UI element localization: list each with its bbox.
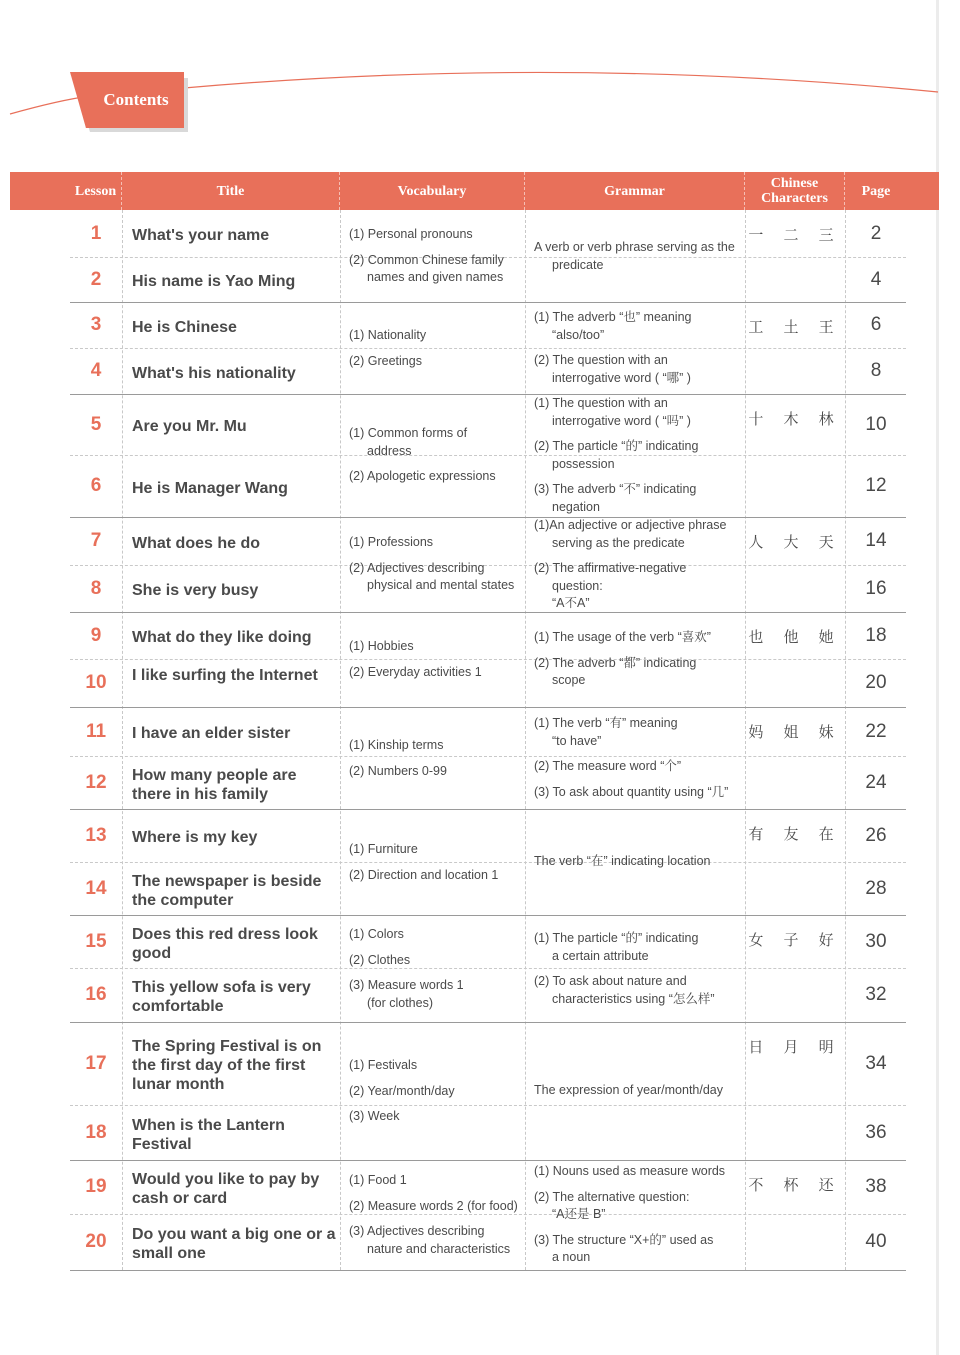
grammar-item: (2) The measure word “个” [534,759,682,773]
lesson-number: 12 [85,772,107,793]
column-divider [340,210,341,1270]
grammar-list [534,395,740,524]
chinese-characters: 日 月 明 [748,1039,842,1056]
chinese-characters: 有 友 在 [748,826,842,843]
vocabulary-list [349,226,519,295]
grammar-item: The expression of year/month/day [534,1083,723,1097]
lesson-title: What do they like doing [132,629,312,646]
lesson-title: What's your name [132,227,270,244]
grammar-list [534,239,740,282]
vocabulary-list [349,638,519,689]
lesson-title: Would you like to pay by cash or card [132,1171,320,1207]
header-lesson: Lesson [70,172,122,210]
lesson-number: 9 [90,625,102,646]
vocabulary-item: (1) Food 1 [349,1173,407,1187]
lesson-title: He is Manager Wang [132,480,288,497]
vocabulary-item: (3) Measure words 1 (for clothes) [349,978,464,1010]
lesson-title: She is very busy [132,582,259,599]
grammar-item: (1) Nouns used as measure words [534,1164,726,1178]
lesson-number: 20 [85,1231,107,1252]
grammar-item: A verb or verb phrase serving as the predicate [534,240,735,272]
page-number: 16 [865,578,887,599]
page-number: 8 [870,360,882,381]
page-number: 6 [870,314,882,335]
grammar-list [534,853,740,879]
header-grammar: Grammar [525,172,745,210]
header-title: Title [122,172,340,210]
vocabulary-list [349,737,519,788]
unit-divider [70,1270,906,1271]
vocabulary-item: (1) Colors [349,927,404,941]
vocabulary-item: (1) Hobbies [349,639,414,653]
lesson-number: 6 [90,475,102,496]
header-chinese-characters: Chinese Characters [745,172,845,210]
lesson-title: Where is my key [132,829,258,846]
lesson-number: 15 [85,931,107,952]
grammar-list [534,715,740,809]
page-number: 2 [870,223,882,244]
lesson-title: What does he do [132,535,260,552]
lesson-title: How many people are there in his family [132,767,297,803]
unit-divider [70,517,906,518]
grammar-item: (3) The adverb “不” indicating negation [534,482,697,514]
vocabulary-item: (2) Apologetic expressions [349,469,496,483]
vocabulary-item: (2) Clothes [349,952,411,967]
unit-divider [70,302,906,303]
header-vocabulary: Vocabulary [340,172,525,210]
lesson-title: Are you Mr. Mu [132,418,247,435]
grammar-item: (1) The adverb “也” meaning “also/too” [534,310,692,342]
unit-divider [70,612,906,613]
vocabulary-item: (1) Nationality [349,328,427,342]
page-number: 34 [865,1053,887,1074]
vocabulary-item: (2) Measure words 2 (for food) [349,1198,518,1213]
grammar-item: (1) The particle “的” indicating a certain attribute [534,931,699,963]
unit-divider [70,809,906,810]
lesson-number: 8 [90,578,102,599]
unit-divider [70,915,906,916]
page-number: 14 [865,530,887,551]
lesson-title: I like surfing the Internet [132,667,318,684]
chinese-characters: 不 杯 还 [748,1177,842,1194]
grammar-item: (3) The structure “X+的” used as a noun [534,1232,714,1264]
unit-divider [70,707,906,708]
lesson-title: When is the Lantern Festival [132,1117,285,1153]
page-number: 40 [865,1231,887,1252]
vocabulary-item: (1) Personal pronouns [349,227,473,241]
vocabulary-item: (2) Adjectives describing physical and mental states [349,560,515,592]
chinese-characters: 妈 姐 妹 [748,724,842,741]
lesson-number: 5 [90,414,102,435]
unit-divider [70,1160,906,1161]
grammar-item: The verb “在” indicating location [534,854,711,868]
lesson-title: I have an elder sister [132,725,291,742]
vocabulary-item: (1) Festivals [349,1058,418,1072]
lesson-title: The Spring Festival is on the first day of the first lunar month [132,1038,322,1093]
lesson-title: He is Chinese [132,319,237,336]
page-number: 4 [870,269,882,290]
page-number: 38 [865,1176,887,1197]
unit-divider [70,1022,906,1023]
lesson-title: His name is Yao Ming [132,273,296,290]
grammar-list [534,1163,740,1275]
vocabulary-item: (3) Adjectives describing nature and characteristics [349,1224,511,1256]
grammar-item: (2) The question with an interrogative word ( “哪” ) [534,353,691,385]
grammar-list [534,930,740,1016]
page-number: 18 [865,625,887,646]
column-divider [122,210,123,1270]
grammar-item: (2) The alternative question: “A还是 B” [534,1189,690,1221]
lesson-number: 16 [85,984,107,1005]
page-number: 30 [865,931,887,952]
vocabulary-item: (1) Furniture [349,842,418,856]
lesson-number: 10 [85,672,107,693]
chinese-characters: 人 大 天 [748,534,842,551]
vocabulary-item: (2) Greetings [349,353,422,368]
lesson-number: 17 [85,1053,107,1074]
chinese-characters: 一 二 三 [748,227,842,244]
lesson-number: 14 [85,878,107,899]
vocabulary-list [349,1057,519,1134]
page-number: 24 [865,772,887,793]
vocabulary-list [349,1172,519,1266]
vocabulary-list [349,425,519,494]
lesson-title: What's his nationality [132,365,296,382]
lesson-number: 1 [90,223,102,244]
vocabulary-list [349,926,519,1020]
grammar-item: (1)An adjective or adjective phrase serving as the predicate [534,518,727,550]
lesson-number: 3 [90,314,102,335]
unit-divider [70,394,906,395]
vocabulary-item: (2) Direction and location 1 [349,867,499,882]
vocabulary-item: (1) Kinship terms [349,738,444,752]
grammar-list [534,1082,740,1108]
lesson-number: 2 [90,269,102,290]
grammar-list [534,629,740,698]
chinese-characters: 工 土 王 [748,319,842,336]
lesson-title: Do you want a big one or a small one [132,1226,336,1262]
vocabulary-item: (2) Numbers 0-99 [349,763,447,778]
page-number: 12 [865,475,887,496]
lesson-number: 4 [90,360,102,381]
vocabulary-list [349,841,519,892]
lesson-title: The newspaper is beside the computer [132,873,322,909]
page-number: 28 [865,878,887,899]
grammar-list [534,517,740,621]
contents-heading: Contents [103,90,169,109]
page-number: 26 [865,825,887,846]
lesson-number: 7 [90,530,102,551]
lesson-number: 19 [85,1176,107,1197]
vocabulary-item: (1) Common forms of address [349,426,468,458]
grammar-item: (1) The question with an interrogative word ( “吗” ) [534,396,691,428]
lesson-number: 13 [85,825,107,846]
vocabulary-item: (2) Common Chinese family names and given names [349,252,504,284]
lesson-number: 18 [85,1122,107,1143]
lesson-title: This yellow sofa is very comfortable [132,979,311,1015]
vocabulary-list [349,534,519,603]
lesson-number: 11 [85,721,107,742]
header-page: Page [861,183,891,199]
grammar-item: (2) The adverb “都” indicating scope [534,655,697,687]
grammar-item: (1) The verb “有” meaning “to have” [534,716,678,748]
page-number: 10 [865,414,887,435]
vocabulary-item: (2) Everyday activities 1 [349,664,482,679]
chinese-characters: 也 他 她 [748,629,842,646]
vocabulary-list [349,327,519,378]
grammar-item: (2) To ask about nature and characteristics using “怎么样” [534,974,715,1006]
column-divider [525,210,526,1270]
page-number: 22 [865,721,887,742]
grammar-item: (1) The usage of the verb “喜欢” [534,630,711,644]
grammar-item: (2) The particle “的” indicating possession [534,439,699,471]
lesson-title: Does this red dress look good [132,926,318,962]
page-number: 32 [865,984,887,1005]
vocabulary-item: (2) Year/month/day [349,1083,455,1098]
grammar-list [534,309,740,395]
grammar-item: (2) The affirmative-negative question: “A不A” [534,561,687,610]
page-number: 20 [865,672,887,693]
grammar-item: (3) To ask about quantity using “几” [534,784,729,799]
page-number: 36 [865,1122,887,1143]
chinese-characters: 十 木 林 [748,411,842,428]
vocabulary-item: (1) Professions [349,535,434,549]
vocabulary-item: (3) Week [349,1109,400,1123]
chinese-characters: 女 子 好 [748,932,842,949]
